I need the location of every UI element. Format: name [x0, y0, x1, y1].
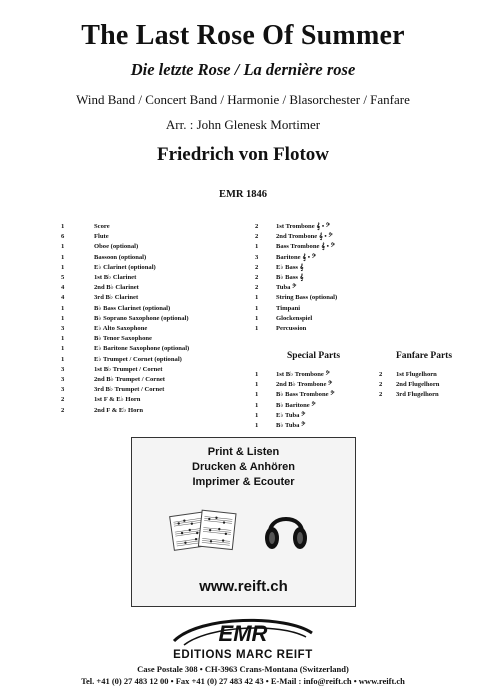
part-quantity: 3	[255, 253, 259, 261]
part-name: Glockenspiel	[276, 314, 313, 322]
part-quantity: 1	[255, 422, 259, 430]
part-name: E♭ Alto Saxophone	[94, 325, 148, 333]
part-row	[254, 253, 337, 263]
part-name: Baritone 𝄞 • 𝄢	[276, 253, 316, 261]
part-name: 1st B♭ Clarinet	[94, 274, 137, 282]
part-name: E♭ Bass 𝄞	[276, 263, 304, 271]
part-row	[60, 365, 189, 375]
part-row	[60, 263, 189, 273]
part-quantity: 5	[61, 274, 65, 282]
arranger-line: Arr. : John Glenesk Mortimer	[165, 117, 321, 132]
part-name: 2nd B♭ Clarinet	[94, 284, 139, 292]
part-row	[254, 390, 334, 400]
part-row	[60, 344, 189, 354]
part-quantity: 1	[61, 335, 65, 343]
part-row	[378, 390, 439, 400]
parts-list-brass-percussion	[254, 222, 337, 334]
part-name: 2nd B♭ Trombone 𝄢	[276, 381, 333, 389]
part-row	[254, 283, 337, 293]
part-name: 2nd F & E♭ Horn	[94, 406, 144, 414]
part-row	[254, 380, 334, 390]
ensemble-line: Wind Band / Concert Band / Harmonie / Blasorchester / Fanfare	[76, 92, 410, 107]
part-row	[60, 385, 189, 395]
promo-imprimer-ecouter: Imprimer & Ecouter	[192, 476, 295, 488]
part-quantity: 1	[61, 253, 65, 261]
part-quantity: 2	[379, 371, 383, 378]
part-name: 2nd Flugelhorn	[396, 381, 440, 389]
part-row	[60, 232, 189, 242]
part-name: B♭ Bass Trombone 𝄢	[276, 391, 335, 399]
promo-website[interactable]: www.reift.ch	[199, 578, 288, 595]
part-row	[60, 334, 189, 344]
part-name: 1st B♭ Trombone 𝄢	[276, 371, 330, 378]
part-name: Timpani	[276, 304, 301, 312]
part-row	[378, 380, 439, 390]
print-listen-box[interactable]	[131, 437, 356, 607]
part-quantity: 2	[255, 274, 259, 282]
part-name: Oboe (optional)	[94, 243, 139, 251]
part-row	[254, 314, 337, 324]
special-parts-list	[254, 370, 334, 431]
part-name: B♭ Soprano Saxophone (optional)	[94, 314, 189, 322]
publisher-contact: Tel. +41 (0) 27 483 12 00 • Fax +41 (0) 27 483 42 43 • E-Mail : info@reift.ch • www.reift.ch	[81, 676, 405, 686]
part-name: Percussion	[276, 325, 307, 333]
part-quantity: 1	[255, 381, 259, 389]
part-row	[60, 293, 189, 303]
part-row	[254, 421, 334, 431]
part-row	[254, 242, 337, 252]
part-row	[254, 304, 337, 314]
special-parts-heading: Special Parts	[287, 351, 341, 361]
part-name: E♭ Baritone Saxophone (optional)	[94, 345, 190, 353]
part-row	[254, 222, 337, 232]
part-quantity: 1	[255, 371, 259, 378]
part-name: Bassoon (optional)	[94, 253, 147, 261]
part-row	[60, 324, 189, 334]
part-row	[60, 253, 189, 263]
part-name: 2nd Trombone 𝄞 • 𝄢	[276, 233, 333, 241]
part-quantity: 1	[61, 314, 65, 322]
composer-name: Friedrich von Flotow	[156, 144, 330, 165]
part-name: 1st F & E♭ Horn	[94, 396, 141, 404]
part-row	[60, 406, 189, 416]
catalog-number: EMR 1846	[218, 189, 268, 200]
part-quantity: 1	[61, 243, 65, 251]
fanfare-parts-list	[378, 370, 439, 401]
part-name: B♭ Bass 𝄞	[276, 274, 304, 282]
emr-logo-text: EMR	[218, 621, 268, 646]
promo-drucken-anhoeren: Drucken & Anhören	[192, 461, 295, 473]
part-quantity: 2	[379, 381, 383, 389]
part-quantity: 4	[61, 284, 65, 292]
part-name: 3rd B♭ Clarinet	[94, 294, 139, 302]
part-row	[60, 273, 189, 283]
part-quantity: 2	[255, 263, 259, 271]
part-quantity: 3	[61, 325, 65, 333]
part-row	[60, 375, 189, 385]
part-row	[254, 324, 337, 334]
part-row	[254, 273, 337, 283]
parts-list-main	[60, 222, 189, 416]
part-name: 3rd B♭ Trumpet / Cornet	[94, 386, 165, 394]
part-row	[60, 314, 189, 324]
part-row	[60, 283, 189, 293]
part-quantity: 1	[255, 243, 259, 251]
part-row	[254, 401, 334, 411]
part-row	[254, 263, 337, 273]
part-name: 1st Trombone 𝄞 • 𝄢	[276, 223, 331, 230]
part-quantity: 1	[255, 325, 259, 333]
part-name: 1st B♭ Trumpet / Cornet	[94, 365, 163, 373]
subtitle: Die letzte Rose / La dernière rose	[130, 60, 356, 79]
part-quantity: 2	[61, 396, 65, 404]
part-quantity: 3	[61, 376, 65, 384]
part-quantity: 3	[61, 365, 65, 373]
part-name: Tuba 𝄢	[276, 284, 297, 292]
publisher-address: Case Postale 308 • CH-3963 Crans-Montana (Switzerland)	[137, 664, 349, 674]
part-quantity: 2	[255, 284, 259, 292]
part-name: 1st Flugelhorn	[396, 371, 437, 378]
part-quantity: 1	[255, 401, 259, 409]
part-name: Bass Trombone 𝄞 • 𝄢	[276, 243, 335, 251]
part-row	[60, 355, 189, 365]
page-title: The Last Rose Of Summer	[81, 20, 405, 51]
promo-print-listen: Print & Listen	[207, 446, 280, 458]
part-quantity: 1	[255, 391, 259, 399]
part-quantity: 1	[61, 355, 65, 363]
part-quantity: 1	[255, 304, 259, 312]
part-quantity: 1	[255, 411, 259, 419]
part-name: E♭ Trumpet / Cornet (optional)	[94, 355, 182, 363]
part-row	[254, 232, 337, 242]
part-quantity: 2	[61, 406, 65, 414]
part-quantity: 1	[61, 263, 65, 271]
part-quantity: 6	[61, 233, 65, 241]
sheet-music-icon	[168, 508, 238, 554]
part-name: E♭ Clarinet (optional)	[94, 263, 156, 271]
publisher-name: EDITIONS MARC REIFT	[173, 649, 313, 661]
part-quantity: 1	[61, 223, 65, 230]
part-row	[60, 304, 189, 314]
part-row	[378, 370, 439, 380]
part-quantity: 1	[255, 294, 259, 302]
part-name: B♭ Baritone 𝄢	[276, 401, 316, 409]
part-quantity: 2	[255, 233, 259, 241]
part-row	[60, 222, 189, 232]
part-name: String Bass (optional)	[276, 294, 338, 302]
part-row	[254, 293, 337, 303]
part-row	[254, 370, 334, 380]
part-name: 2nd B♭ Trumpet / Cornet	[94, 376, 166, 384]
part-name: B♭ Bass Clarinet (optional)	[94, 304, 171, 312]
part-quantity: 4	[61, 294, 65, 302]
part-quantity: 1	[255, 314, 259, 322]
part-name: Score	[94, 223, 110, 230]
headphones-icon	[262, 504, 310, 556]
part-name: B♭ Tenor Saxophone	[94, 335, 152, 343]
part-quantity: 2	[255, 223, 259, 230]
part-quantity: 3	[61, 386, 65, 394]
part-row	[254, 411, 334, 421]
part-quantity: 1	[61, 345, 65, 353]
part-name: 3rd Flugelhorn	[396, 391, 439, 399]
part-name: E♭ Tuba 𝄢	[276, 411, 306, 419]
fanfare-parts-heading: Fanfare Parts	[396, 351, 453, 361]
part-quantity: 2	[379, 391, 383, 399]
part-name: B♭ Tuba 𝄢	[276, 422, 306, 430]
part-row	[60, 242, 189, 252]
part-row	[60, 395, 189, 405]
part-quantity: 1	[61, 304, 65, 312]
part-name: Flute	[94, 233, 109, 241]
